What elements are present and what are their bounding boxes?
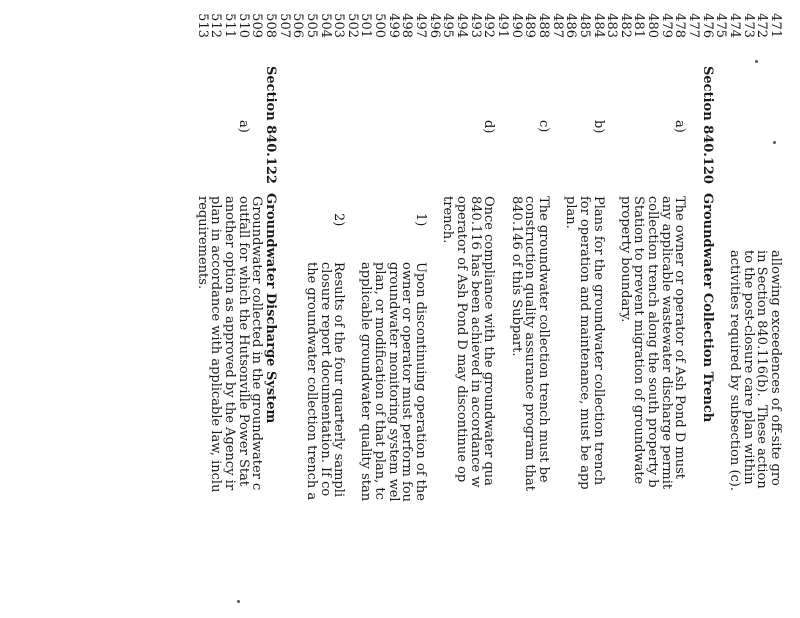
- subsection-d-line: trench.: [440, 196, 456, 244]
- line-number: 488: [535, 13, 551, 38]
- line-number: 506: [290, 13, 306, 38]
- paragraph-1-line: groundwater monitoring system wel: [385, 262, 401, 502]
- subsection-d-line: Once compliance with the groundwater qua: [481, 196, 497, 486]
- subsection-a-line: Groundwater collected in the groundwater c: [249, 196, 265, 491]
- paragraph-1-line: plan, or modification of that plan, tc: [372, 262, 388, 500]
- paragraph-2-line: Results of the four quarterly sampli: [331, 262, 347, 498]
- line-number: 513: [194, 13, 210, 38]
- line-number: 489: [522, 13, 538, 38]
- subsection-a-line: collection trench along the south property b: [645, 196, 661, 488]
- line-number: 508: [262, 13, 278, 38]
- subsection-label: a): [235, 120, 251, 133]
- line-number: 480: [645, 13, 661, 38]
- subsection-label: d): [481, 120, 497, 134]
- line-number: 483: [604, 13, 620, 38]
- continued-paragraph-line: allowing exceedences of off-site gro: [768, 250, 783, 486]
- line-number: 507: [276, 13, 292, 38]
- subsection-a-line: requirements.: [194, 196, 210, 290]
- continued-paragraph-line: to the post-closure care plan within: [740, 250, 756, 485]
- line-number: 493: [467, 13, 483, 38]
- line-number: 497: [413, 13, 429, 38]
- line-number: 481: [631, 13, 647, 38]
- paragraph-2-line: closure report documentation. If co: [317, 262, 333, 497]
- continued-paragraph-line: in Section 840.116(b). These action: [754, 250, 770, 489]
- line-number: 487: [549, 13, 565, 38]
- line-number: 509: [249, 13, 265, 38]
- subsection-a-line: The owner or operator of Ash Pond D must: [672, 196, 688, 479]
- line-number: 476: [699, 13, 715, 38]
- subsection-b-line: Plans for the groundwater collection trench: [590, 196, 606, 486]
- scan-speck: [237, 600, 240, 603]
- subsection-b-line: plan.: [563, 196, 579, 229]
- paragraph-label: 2): [331, 213, 347, 227]
- section-heading: Section 840.120 Groundwater Collection Trench: [699, 66, 715, 423]
- paragraph-1-line: applicable groundwater quality stan: [358, 262, 374, 502]
- subsection-a-line: another option as approved by the Agency ir: [222, 196, 237, 491]
- line-number: 475: [713, 13, 729, 38]
- subsection-a-line: plan in accordance with applicable law, inclu: [208, 196, 224, 493]
- line-number: 511: [222, 13, 237, 38]
- line-number: 477: [686, 13, 702, 38]
- line-number: 505: [303, 13, 319, 38]
- line-number: 496: [426, 13, 442, 38]
- line-number: 498: [399, 13, 415, 38]
- line-number: 472: [754, 13, 770, 38]
- line-number: 491: [495, 13, 510, 38]
- subsection-d-line: 840.116 has been achieved in accordance w: [467, 196, 483, 488]
- subsection-c-line: 840.146 of this Subpart.: [508, 196, 524, 357]
- subsection-a-line: outfall for which the Hutsonville Power Stat: [235, 196, 251, 487]
- subsection-label: a): [672, 120, 688, 133]
- line-number: 482: [617, 13, 633, 38]
- line-number: 510: [235, 13, 251, 38]
- line-number: 492: [481, 13, 497, 38]
- line-number: 474: [727, 13, 743, 38]
- line-number: 500: [372, 13, 388, 38]
- subsection-label: c): [535, 120, 551, 133]
- paragraph-1-line: owner or operator must perform fou: [399, 262, 415, 503]
- line-number: 504: [317, 13, 333, 38]
- line-number: 512: [208, 13, 224, 38]
- subsection-d-line: operator of Ash Pond D may discontinue op: [454, 196, 470, 483]
- subsection-a-line: Station to prevent migration of groundwate: [631, 196, 647, 485]
- scan-speck: [755, 60, 758, 63]
- line-number: 502: [344, 13, 360, 38]
- paragraph-2-line: the groundwater collection trench a: [303, 262, 319, 501]
- line-number: 494: [454, 13, 470, 38]
- subsection-c-line: The groundwater collection trench must be: [535, 196, 551, 483]
- continued-paragraph-line: activities required by subsection (c).: [727, 250, 743, 491]
- line-number: 485: [576, 13, 592, 38]
- line-number: 484: [590, 13, 606, 38]
- section-heading: Section 840.122 Groundwater Discharge System: [262, 66, 278, 424]
- subsection-a-line: property boundary.: [617, 196, 633, 323]
- subsection-label: b): [590, 120, 606, 134]
- subsection-b-line: for operation and maintenance, must be app: [576, 196, 592, 490]
- subsection-c-line: construction quality assurance program that: [522, 196, 538, 492]
- line-number: 503: [331, 13, 347, 38]
- line-number: 473: [740, 13, 756, 38]
- scan-speck: [773, 141, 776, 144]
- line-number: 499: [385, 13, 401, 38]
- line-number: 495: [440, 13, 456, 38]
- paragraph-label: 1): [413, 213, 429, 227]
- subsection-a-line: any applicable wastewater discharge permit: [658, 196, 674, 490]
- line-number: 490: [508, 13, 524, 38]
- line-number: 486: [563, 13, 579, 38]
- paragraph-1-line: Upon discontinuing operation of the: [413, 262, 429, 501]
- line-number: 479: [658, 13, 674, 38]
- line-number: 478: [672, 13, 688, 38]
- line-number: 471: [768, 13, 783, 38]
- line-number: 501: [358, 13, 374, 38]
